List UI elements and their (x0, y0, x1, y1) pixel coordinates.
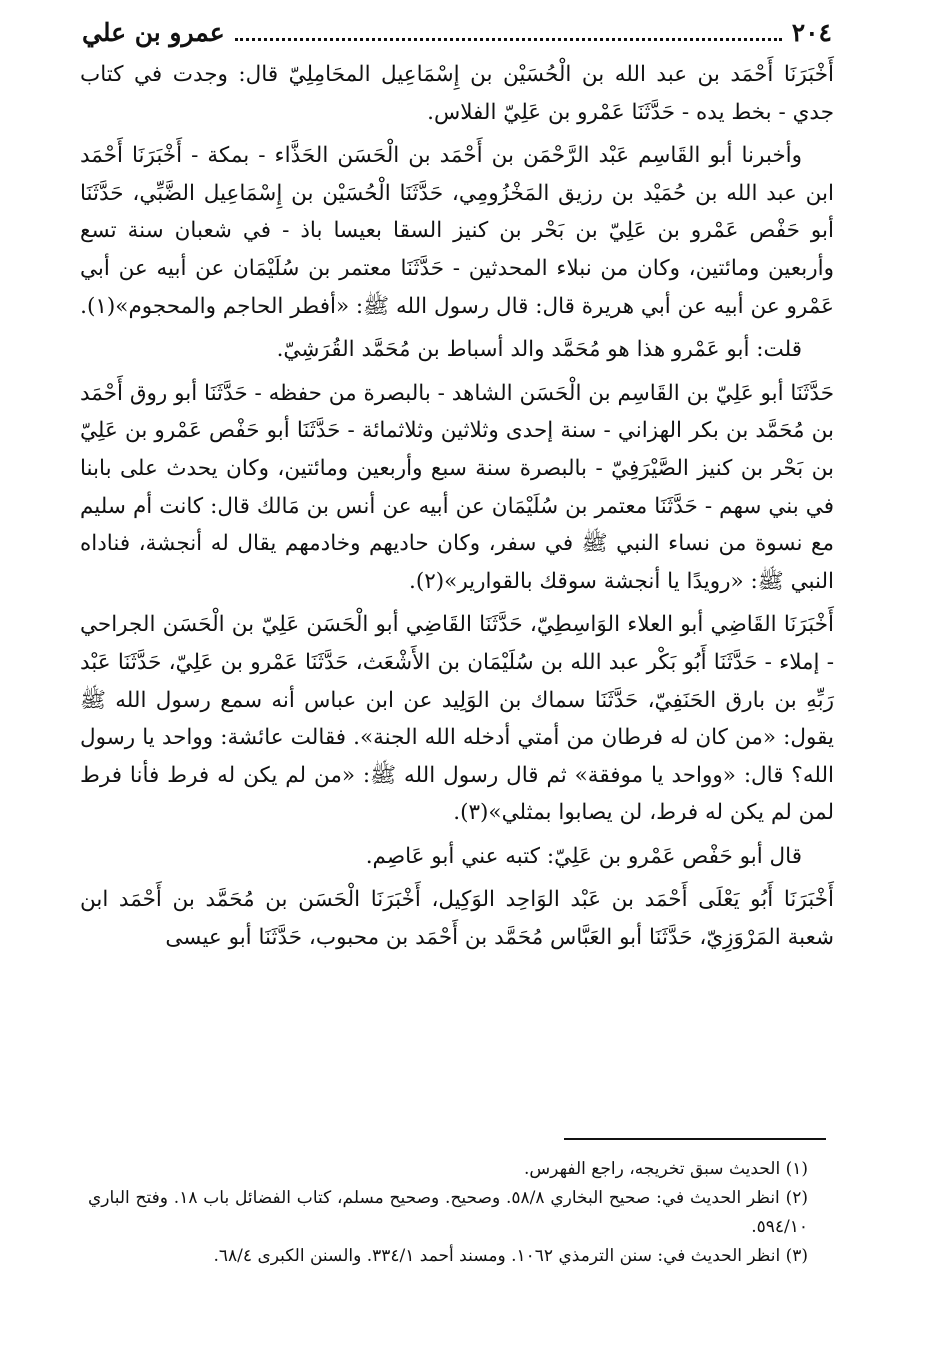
footnote-separator (564, 1138, 826, 1140)
footnote-3: (٣) انظر الحديث في: سنن الترمذي ١٠٦٢. ومسند أحمد ٣٣٤/١. والسنن الكبرى ٦٨/٤. (213, 1246, 808, 1266)
page-number: ٢٠٤ (791, 17, 832, 47)
paragraph-2: وأخبرنا أبو القَاسِم عَبْد الرَّحْمَن بن أَحْمَد بن الْحَسَن الحَذَّاء - بمكة - أَخْبَرَنَا أَحْمَد ابن عبد الله بن حُمَيْد بن رزيق المَخْزُومِي، حَدَّثَنَا الْحُسَيْن بن إِسْمَاعِيل الضَّبِّي، حَدَّثَنَا أبو حَفْص عَمْرو بن عَلِيّ بن بَحْر بن كنيز السقا بعيسا باذ - في شعبان سنة تسع وأربعين ومائتين، وكان من نبلاء المحدثين - حَدَّثَنَا معتمر بن سُلَيْمَان عن أبيه عن أبي عَمْرو عن أبيه عن أبي هريرة قال: قال رسول الله ﷺ: «أفطر الحاجم والمحجوم»(١). (80, 143, 834, 319)
page-header (82, 10, 832, 54)
running-title: عمرو بن علي (82, 17, 225, 47)
paragraph-1: أَخْبَرَنَا أَحْمَد بن عبد الله بن الْحُسَيْن بن إِسْمَاعِيل المحَامِلِيّ قال: وجدت في كتاب جدي - بخط يده - حَدَّثَنَا عَمْرو بن عَلِيّ الفلاس. (80, 62, 834, 125)
footnotes (88, 1155, 808, 1271)
footnote-2: (٢) انظر الحديث في: صحيح البخاري ٥٨/٨. وصحيح. وصحيح مسلم، كتاب الفضائل باب ١٨. وفتح الباري ٥٩٤/١٠. (88, 1188, 808, 1237)
paragraph-7: أَخْبَرَنَا أَبُو يَعْلَى أَحْمَد بن عَبْد الوَاحِد الوَكِيل، أَخْبَرَنَا الْحَسَن بن مُحَمَّد بن أَحْمَد ابن شعبة المَرْوَزِيّ، حَدَّثَنَا أبو العَبَّاس مُحَمَّد بن أَحْمَد بن محبوب، حَدَّثَنَا أبو عيسى (80, 887, 834, 951)
footnote-1: (١) الحديث سبق تخريجه، راجع الفهرس. (524, 1159, 808, 1179)
paragraph-6: قال أبو حَفْص عَمْرو بن عَلِيّ: كتبه عني أبو عَاصِم. (365, 843, 802, 869)
paragraph-5: أَخْبَرَنَا القَاضِي أبو العلاء الوَاسِطِيّ، حَدَّثَنَا القَاضِي أبو الْحَسَن عَلِيّ بن الْحَسَن الجراحي - إملاء - حَدَّثَنَا أَبُو بَكْر عبد الله بن سُلَيْمَان بن الأَشْعَث، حَدَّثَنَا عَمْرو بن عَلِيّ، حَدَّثَنَا عَبْد رَبِّهِ بن بارق الحَنَفِيّ، حَدَّثَنَا سماك بن الوَلِيد عن ابن عباس أنه سمع رسول الله ﷺ يقول: «من كان له فرطان من أمتي أدخله الله الجنة». فقالت عائشة: وواحد يا رسول الله؟ قال: «وواحد يا موفقة» ثم قال رسول الله ﷺ: «من لم يكن له فرط فأنا فرط لمن لم يكن له فرط، لن يصابوا بمثلي»(٣). (80, 612, 834, 826)
paragraph-3: قلت: أبو عَمْرو هذا هو مُحَمَّد والد أسباط بن مُحَمَّد القُرَشِيّ. (276, 337, 802, 363)
main-text (80, 56, 834, 963)
dotted-leader (235, 24, 782, 41)
paragraph-4: حَدَّثَنَا أبو عَلِيّ بن القَاسِم بن الْحَسَن الشاهد - بالبصرة من حفظه - حَدَّثَنَا أبو روق أَحْمَد بن مُحَمَّد بن بكر الهزاني - سنة إحدى وثلاثين وثلاثمائة - حَدَّثَنَا أبو حَفْص عَمْرو بن عَلِيّ بن بَحْر بن كنيز الصَّيْرَفِيّ - بالبصرة سنة سبع وأربعين ومائتين، وكان يحدث على بابنا في بني سهم - حَدَّثَنَا معتمر بن سُلَيْمَان عن أبيه عن أنس بن مَالك قال: كانت أم سليم مع نسوة من نساء النبي ﷺ في سفر، وكان حاديهم وخادمهم يقال له أنجشة، فناداه النبي ﷺ: «رويدًا يا أنجشة سوقك بالقوارير»(٢). (80, 380, 834, 594)
